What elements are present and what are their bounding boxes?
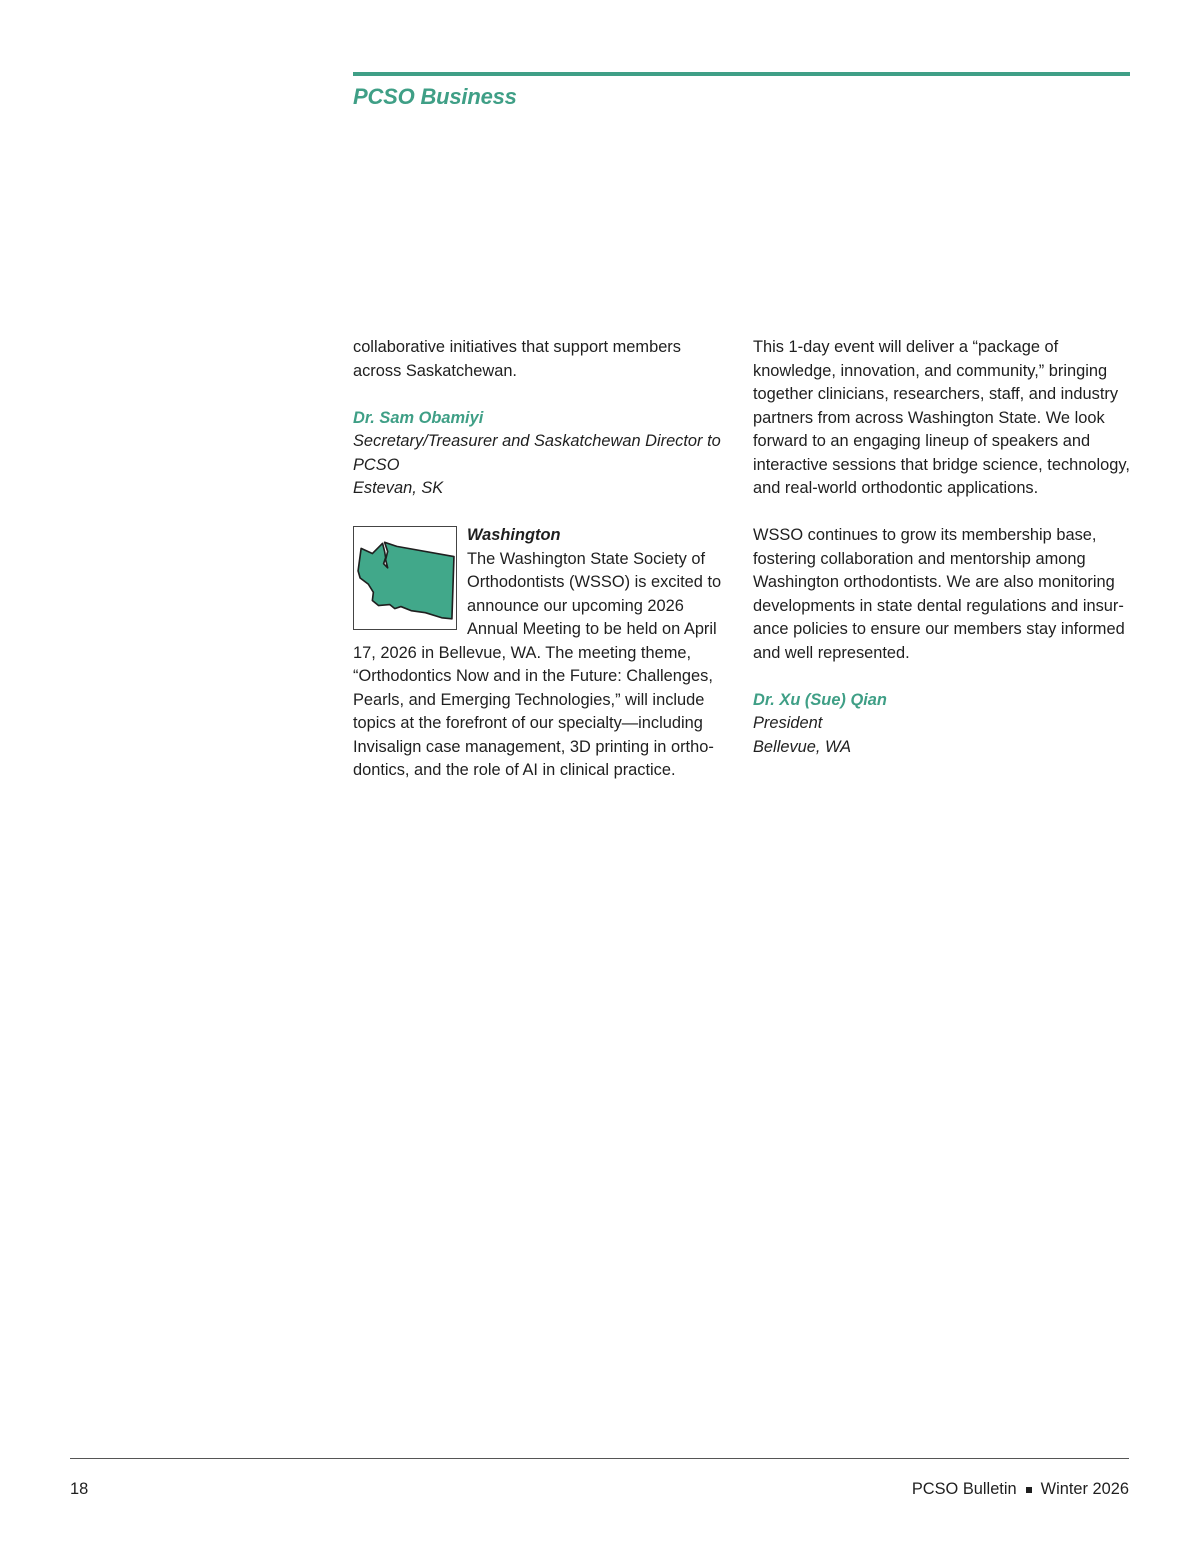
publication-name: PCSO Bulletin xyxy=(911,1480,1017,1498)
footer-publication xyxy=(912,1480,1129,1499)
signature-name: Dr. Sam Obamiyi xyxy=(353,408,484,427)
section-title: PCSO Business xyxy=(353,84,517,109)
footer-rule xyxy=(70,1458,1129,1459)
washington-state-map-icon xyxy=(353,526,457,630)
washington-map-shape xyxy=(354,527,456,629)
signature-location: Bellevue, WA xyxy=(753,737,852,756)
event-paragraph: This 1-day event will deliver a “package of knowledge, innovation, and community,” bringing together clinicians, researchers, staff, and industry partners from across Washington State. We look forward to an engaging lineup of speakers and interactive sessions that bridge science, technology, and real-world orthodontic applications. xyxy=(753,338,1130,497)
signature-location: Estevan, SK xyxy=(353,479,444,497)
intro-paragraph: collaborative initiatives that support members across Saskatchewan. xyxy=(353,338,681,380)
right-column xyxy=(753,336,1131,759)
issue-label: Winter 2026 xyxy=(1040,1480,1129,1498)
square-bullet-icon xyxy=(1026,1487,1032,1493)
saskatchewan-signature xyxy=(353,407,725,501)
header-rule xyxy=(353,72,1130,76)
washington-signature xyxy=(753,689,1131,760)
signature-title: President xyxy=(753,714,823,732)
membership-paragraph: WSSO continues to grow its membership base, fostering collaboration and mentorship among Washington orthodontists. We are also monitoring developments in state dental regulations and insur- ance policies to ensure our members stay informed and well represented. xyxy=(753,526,1125,662)
signature-name: Dr. Xu (Sue) Qian xyxy=(753,690,887,709)
washington-heading: Washington xyxy=(467,526,561,544)
washington-paragraph: The Washington State Society of Orthodontists (WSSO) is excited to announce our upcoming 2026 Annual Meeting to be held on April 17, 2026 in Bellevue, WA. The meeting theme, “Orthodontics Now and in the Future: Challenges, Pearls, and Emerging Technologies,” will include topics at the forefront of our specialty—including Invisalign case management, 3D printing in ortho- dontics, and the role of AI in clinical practice. xyxy=(353,549,722,779)
page-number: 18 xyxy=(70,1480,89,1498)
signature-title: Secretary/Treasurer and Saskatchewan Director to PCSO xyxy=(353,432,721,474)
left-column xyxy=(353,336,725,783)
washington-section xyxy=(353,524,725,783)
